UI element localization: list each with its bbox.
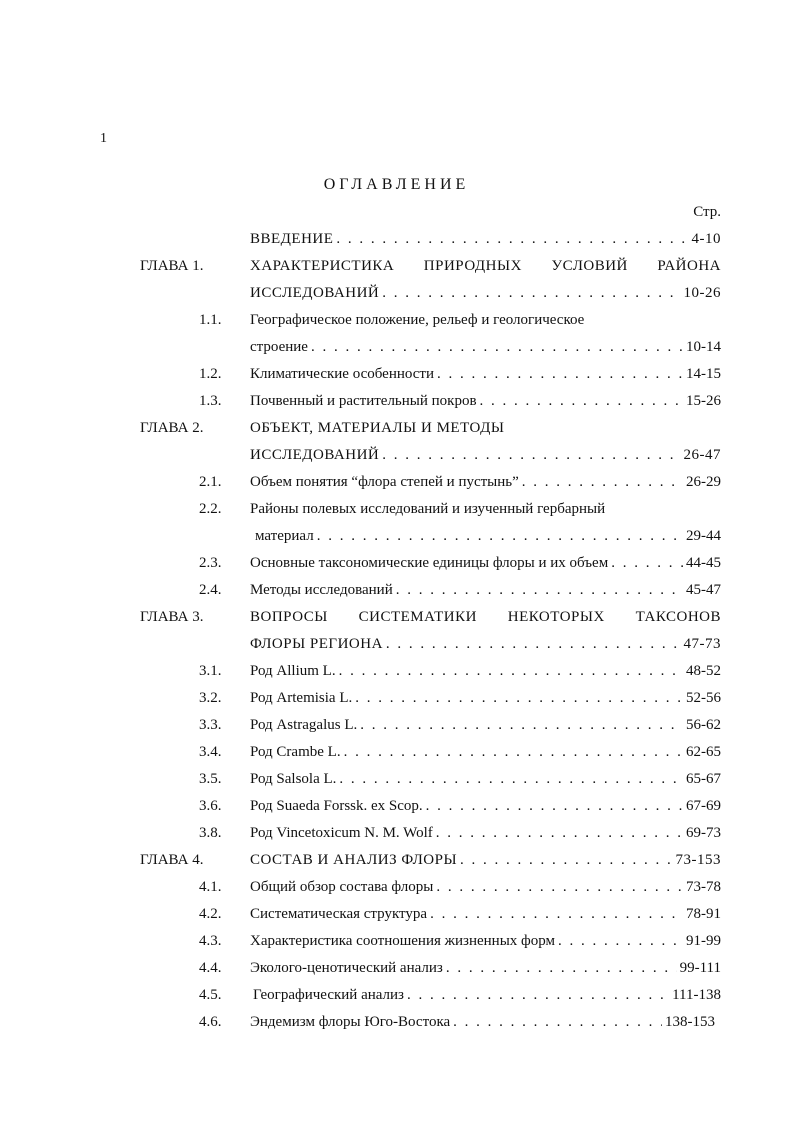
entry-text: Географический анализ xyxy=(253,987,404,1003)
dot-leader xyxy=(396,582,683,599)
entry-text: строение xyxy=(250,339,308,355)
entry-pages: 65-67 xyxy=(686,771,721,787)
chapter-title[interactable] xyxy=(250,258,721,275)
toc-entry[interactable] xyxy=(250,555,721,572)
entry-pages: 44-45 xyxy=(686,555,721,571)
entry-pages: 14-15 xyxy=(686,366,721,382)
toc-row-1-2 xyxy=(0,366,793,388)
toc-row-3-8 xyxy=(0,825,793,847)
toc-row-3-2 xyxy=(0,690,793,712)
section-number: 2.4. xyxy=(199,582,222,598)
dot-leader xyxy=(355,690,683,707)
entry-text: Основные таксономические единицы флоры и их объем xyxy=(250,555,609,571)
section-number: 3.8. xyxy=(199,825,222,841)
entry-text: Характеристика соотношения жизненных форм xyxy=(250,933,556,949)
entry-text: Род Crambe L. xyxy=(250,744,341,760)
toc-entry[interactable] xyxy=(250,906,721,923)
toc-entry[interactable] xyxy=(250,474,721,491)
section-number: 1.3. xyxy=(199,393,222,409)
entry-pages: 73-78 xyxy=(686,879,721,895)
toc-row-4-3 xyxy=(0,933,793,955)
entry-pages: 10-14 xyxy=(686,339,721,355)
entry-text: ИССЛЕДОВАНИЙ xyxy=(250,447,380,463)
entry-pages: 48-52 xyxy=(686,663,721,679)
toc-row-2-2 xyxy=(0,501,793,523)
toc-row-chapter2-title-cont xyxy=(0,447,793,469)
entry-text: Род Salsola L. xyxy=(250,771,337,787)
toc-entry[interactable] xyxy=(250,231,721,248)
toc-entry[interactable] xyxy=(250,825,721,842)
toc-row-4-5 xyxy=(0,987,793,1009)
toc-entry[interactable] xyxy=(250,447,721,464)
section-number: 2.1. xyxy=(199,474,222,490)
toc-entry[interactable] xyxy=(250,717,721,734)
entry-text: Методы исследований xyxy=(250,582,393,598)
chapter-title[interactable] xyxy=(250,609,721,626)
entry-text: Объем понятия “флора степей и пустынь” xyxy=(250,474,519,490)
entry-text: Род Vincetoxicum N. M. Wolf xyxy=(250,825,433,841)
toc-entry[interactable] xyxy=(250,771,721,788)
entry-pages: 10-26 xyxy=(683,285,721,301)
section-number: 3.5. xyxy=(199,771,222,787)
entry-text: ФЛОРЫ РЕГИОНА xyxy=(250,636,383,652)
toc-row-3-3 xyxy=(0,717,793,739)
section-number: 3.6. xyxy=(199,798,222,814)
entry-pages: 15-26 xyxy=(686,393,721,409)
toc-row-2-4 xyxy=(0,582,793,604)
dot-leader xyxy=(382,447,680,464)
dot-leader xyxy=(311,339,683,356)
entry-pages: 56-62 xyxy=(686,717,721,733)
dot-leader xyxy=(453,1014,662,1031)
toc-row-2-3 xyxy=(0,555,793,577)
page-column-label: Стр. xyxy=(693,204,721,220)
toc-row-1-1 xyxy=(0,312,793,334)
toc-row-chapter3-title-cont xyxy=(0,636,793,658)
toc-entry[interactable] xyxy=(250,744,721,761)
entry-text: Географическое положение, рельеф и геологическое xyxy=(250,312,585,328)
toc-row-2-2-cont xyxy=(0,528,793,550)
section-number: 3.4. xyxy=(199,744,222,760)
entry-text: Общий обзор состава флоры xyxy=(250,879,434,895)
dot-leader xyxy=(344,744,683,761)
chapter-label: ГЛАВА 2. xyxy=(140,420,204,436)
entry-pages: 69-73 xyxy=(686,825,721,841)
entry-pages: 47-73 xyxy=(683,636,721,652)
entry-text: материал xyxy=(255,528,314,544)
chapter-title[interactable] xyxy=(250,420,721,437)
section-number: 3.1. xyxy=(199,663,222,679)
dot-leader xyxy=(360,717,683,734)
entry-pages: 29-44 xyxy=(686,528,721,544)
entry-text: Род Artemisia L. xyxy=(250,690,353,706)
entry-text: Род Astragalus L. xyxy=(250,717,358,733)
entry-pages: 91-99 xyxy=(686,933,721,949)
toc-entry[interactable] xyxy=(250,366,721,383)
entry-text: ОБЪЕКТ, МАТЕРИАЛЫ И МЕТОДЫ xyxy=(250,420,505,436)
dot-leader xyxy=(460,852,672,869)
chapter-label: ГЛАВА 1. xyxy=(140,258,204,274)
section-number: 4.6. xyxy=(199,1014,222,1030)
toc-row-chapter2-title xyxy=(0,420,793,442)
section-number: 4.1. xyxy=(199,879,222,895)
toc-entry[interactable] xyxy=(250,879,721,896)
toc-row-4-2 xyxy=(0,906,793,928)
toc-row-3-5 xyxy=(0,771,793,793)
toc-entry[interactable] xyxy=(250,1014,715,1031)
entry-pages: 78-91 xyxy=(686,906,721,922)
entry-pages: 52-56 xyxy=(686,690,721,706)
dot-leader xyxy=(480,393,683,410)
toc-entry[interactable] xyxy=(250,933,721,950)
section-number: 2.3. xyxy=(199,555,222,571)
entry-text: Эндемизм флоры Юго-Востока xyxy=(250,1014,451,1030)
dot-leader xyxy=(386,636,681,653)
chapter-label: ГЛАВА 4. xyxy=(140,852,204,868)
toc-row-chapter1-title-cont xyxy=(0,285,793,307)
toc-entry[interactable] xyxy=(253,987,721,1004)
toc-entry[interactable] xyxy=(250,690,721,707)
section-number: 3.2. xyxy=(199,690,222,706)
section-number: 1.2. xyxy=(199,366,222,382)
toc-row-3-1 xyxy=(0,663,793,685)
page-number: 1 xyxy=(100,131,107,146)
section-number: 4.3. xyxy=(199,933,222,949)
toc-entry[interactable] xyxy=(250,798,721,815)
section-title[interactable] xyxy=(250,501,721,518)
entry-pages: 73-153 xyxy=(675,852,721,868)
entry-text: Систематическая структура xyxy=(250,906,428,922)
toc-row-intro xyxy=(0,231,793,253)
dot-leader xyxy=(522,474,683,491)
toc-entry[interactable] xyxy=(250,960,721,977)
dot-leader xyxy=(382,285,680,302)
toc-row-chapter3-title xyxy=(0,609,793,631)
entry-pages: 45-47 xyxy=(686,582,721,598)
toc-row-2-1 xyxy=(0,474,793,496)
entry-pages: 26-29 xyxy=(686,474,721,490)
section-number: 4.5. xyxy=(199,987,222,1003)
dot-leader xyxy=(339,663,683,680)
toc-entry[interactable] xyxy=(250,285,721,302)
chapter-label: ГЛАВА 3. xyxy=(140,609,204,625)
toc-row-3-4 xyxy=(0,744,793,766)
toc-row-3-6 xyxy=(0,798,793,820)
section-number: 4.4. xyxy=(199,960,222,976)
toc-entry[interactable] xyxy=(250,582,721,599)
dot-leader xyxy=(611,555,683,572)
entry-text: Род Suaeda Forssk. ex Scop. xyxy=(250,798,423,814)
toc-entry[interactable] xyxy=(250,636,721,653)
toc-row-4-4 xyxy=(0,960,793,982)
dot-leader xyxy=(426,798,683,815)
dot-leader xyxy=(446,960,677,977)
dot-leader xyxy=(430,906,683,923)
entry-text: Эколого-ценотический анализ xyxy=(250,960,443,976)
toc-entry[interactable] xyxy=(250,339,721,356)
entry-text: ИССЛЕДОВАНИЙ xyxy=(250,285,380,301)
toc-row-1-1-cont xyxy=(0,339,793,361)
section-number: 2.2. xyxy=(199,501,222,517)
entry-text: ВВЕДЕНИЕ xyxy=(250,231,334,247)
entry-text: Климатические особенности xyxy=(250,366,435,382)
dot-leader xyxy=(336,231,688,248)
entry-pages: 67-69 xyxy=(686,798,721,814)
entry-pages: 138-153 xyxy=(665,1014,715,1030)
dot-leader xyxy=(437,366,683,383)
toc-row-chapter1-title xyxy=(0,258,793,280)
entry-pages: 111-138 xyxy=(672,987,721,1003)
toc-title: ОГЛАВЛЕНИЕ xyxy=(323,176,470,193)
entry-text: ВОПРОСЫ СИСТЕМАТИКИ НЕКОТОРЫХ ТАКСОНОВ xyxy=(250,609,721,625)
dot-leader xyxy=(436,825,683,842)
section-number: 3.3. xyxy=(199,717,222,733)
dot-leader xyxy=(558,933,683,950)
toc-row-1-3 xyxy=(0,393,793,415)
toc-entry[interactable] xyxy=(250,393,721,410)
toc-row-chapter4-title xyxy=(0,852,793,874)
section-number: 4.2. xyxy=(199,906,222,922)
entry-text: Род Allium L. xyxy=(250,663,336,679)
toc-entry[interactable] xyxy=(255,528,721,545)
toc-entry[interactable] xyxy=(250,852,721,869)
entry-text: СОСТАВ И АНАЛИЗ ФЛОРЫ xyxy=(250,852,458,868)
toc-row-4-1 xyxy=(0,879,793,901)
dot-leader xyxy=(407,987,669,1004)
section-title[interactable] xyxy=(250,312,721,329)
section-number: 1.1. xyxy=(199,312,222,328)
dot-leader xyxy=(317,528,683,545)
entry-text: ХАРАКТЕРИСТИКА ПРИРОДНЫХ УСЛОВИЙ РАЙОНА xyxy=(250,258,721,274)
toc-entry[interactable] xyxy=(250,663,721,680)
entry-pages: 62-65 xyxy=(686,744,721,760)
entry-text: Почвенный и растительный покров xyxy=(250,393,477,409)
entry-pages: 99-111 xyxy=(679,960,721,976)
dot-leader xyxy=(436,879,683,896)
toc-row-4-6 xyxy=(0,1014,793,1036)
dot-leader xyxy=(339,771,683,788)
entry-pages: 26-47 xyxy=(683,447,721,463)
entry-pages: 4-10 xyxy=(691,231,721,247)
entry-text: Районы полевых исследований и изученный гербарный xyxy=(250,501,606,517)
